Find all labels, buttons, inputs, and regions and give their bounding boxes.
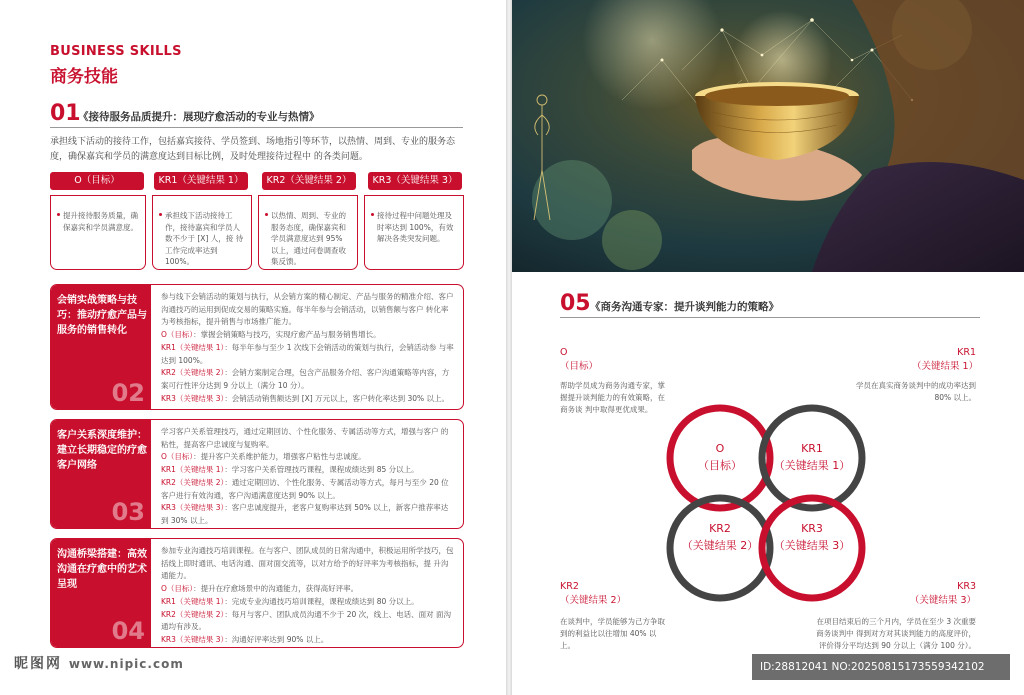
o-corner-desc: 帮助学员成为商务沟通专家，掌握提升谈判能力的有效策略，在商务谈 判中取得更优成果。 xyxy=(560,381,665,414)
kr3-corner-desc: 在项目结束后的三个月内，学员在至少 3 次重要商务谈判中 得到对方对其谈判能力的高度评价，评价得分平均达到 90 分以上（满分 100 分）。 xyxy=(816,617,976,650)
section-en-title: BUSINESS SKILLS xyxy=(50,44,182,59)
section1-number: 01 xyxy=(50,101,81,126)
kr1-corner-label: KR1 （关键结果 1） xyxy=(912,347,979,372)
watermark-logo: 昵图网 www.nipic.com xyxy=(14,656,184,672)
right-page xyxy=(512,0,1024,695)
okr-block-04 xyxy=(50,538,464,648)
block-side-panel xyxy=(51,285,151,409)
block-title: 沟通桥梁搭建：高效沟通在疗愈中的艺术呈现 xyxy=(57,549,147,590)
left-page xyxy=(0,0,506,695)
block-number: 03 xyxy=(111,498,145,526)
block-line: KR3（关键结果 3）：客户忠诚度提升，老客户复购率达到 50% 以上，新客户推荐率达到 30% 以上。 xyxy=(161,503,449,525)
tab-objective: O（目标） xyxy=(50,172,144,190)
o-corner-label: O （目标） xyxy=(560,347,599,372)
block-line: KR2（关键结果 2）：通过定期回访、个性化服务、专属活动等方式，每月与至少 20 位客户进行有效沟通，客户沟通满意度达到 90% 以上。 xyxy=(161,477,449,500)
block-desc: 学习客户关系管理技巧，通过定期回访、个性化服务、专属活动等方式，增强与客户 的粘性，提高客户忠诚度与复购率。 xyxy=(161,427,449,449)
block-title: 客户关系深度维护：建立长期稳定的疗愈客户网络 xyxy=(57,430,147,471)
okr-block-02 xyxy=(50,284,464,410)
kr3-corner-label: KR3 （关键结果 3） xyxy=(909,581,976,606)
block-side-panel xyxy=(51,539,151,647)
block-title: 会销实战策略与技巧：推动疗愈产品与服务的销售转化 xyxy=(57,295,147,336)
block-line: KR3（关键结果 3）：会销活动销售额达到 [X] 万元以上，客户转化率达到 30% 以上。 xyxy=(161,393,450,403)
kr2-corner-desc: 在谈判中，学员能够为己方争取到的利益比以往增加 40% 以上。 xyxy=(560,617,665,650)
block-line: KR2（关键结果 2）：会销方案制定合理，包含产品服务介绍、客户沟通策略等内容，方案可行性评分达到 9 分以上（满分 10 分）。 xyxy=(161,368,450,390)
okr-card-objective: 提升接待服务质量，确保嘉宾和学员满意度。 xyxy=(50,195,146,270)
section5-title: 《商务沟通专家：提升谈判能力的策略》 xyxy=(590,301,779,313)
venn-label-objective: O （目标） xyxy=(698,442,742,472)
block-number: 04 xyxy=(111,617,145,645)
section-cn-title: 商务技能 xyxy=(50,67,118,87)
section1-intro: 承担线下活动的接待工作，包括嘉宾接待、学员签到、场地指引等环节，以热情、周到、专业的服务态度，确保嘉宾和学员的满意度达到目标比例，及时处理接待过程中 的各类问题。 xyxy=(50,137,456,162)
okr-block-03 xyxy=(50,419,464,529)
okr-card-kr1: 承担线下活动接待工作，接待嘉宾和学员人数不少于 [X] 人，接 待工作完成率达到 100%。 xyxy=(152,195,252,270)
block-number: 02 xyxy=(111,379,145,407)
venn-label-kr1: KR1 （关键结果 1） xyxy=(773,442,851,472)
venn-label-kr3: KR3 （关键结果 3） xyxy=(773,522,851,552)
kr2-corner-label: KR2 （关键结果 2） xyxy=(560,581,627,606)
image-id-bar: ID:28812041 NO:20250815173559342102 xyxy=(752,654,1010,680)
section5-number: 05 xyxy=(560,291,591,316)
tab-kr2: KR2（关键结果 2） xyxy=(262,172,356,190)
section5-header xyxy=(560,292,980,318)
block-body xyxy=(161,426,455,528)
section1-title: 《接待服务品质提升：展现疗愈活动的专业与热情》 xyxy=(78,111,320,123)
block-line: KR1（关键结果 1）：学习客户关系管理技巧课程，课程成绩达到 85 分以上。 xyxy=(161,465,419,475)
block-line: KR3（关键结果 3）：沟通好评率达到 90% 以上。 xyxy=(161,634,329,644)
block-line: O（目标）：提升客户关系维护能力，增强客户粘性与忠诚度。 xyxy=(161,452,366,462)
block-body xyxy=(161,545,455,647)
tab-kr3: KR3（关键结果 3） xyxy=(368,172,462,190)
okr-card-kr2: 以热情、周到、专业的服务态度，确保嘉宾和学员满意度达到 95% 以上，通过问卷调查收集反馈。 xyxy=(258,195,358,270)
block-desc: 参加专业沟通技巧培训课程。在与客户、团队成员的日常沟通中，积极运用所学技巧，包括线上即时通讯、电话沟通、面对面交流等，以对方给予的好评率为考核指标，提 升沟通能力。 xyxy=(161,546,454,581)
block-line: O（目标）：提升在疗愈场景中的沟通能力，获得高好评率。 xyxy=(161,584,359,594)
tab-kr1: KR1（关键结果 1） xyxy=(154,172,248,190)
section1-header xyxy=(50,101,463,128)
block-side-panel xyxy=(51,420,151,528)
singing-bowl-photo xyxy=(512,0,1024,272)
block-line: KR1（关键结果 1）：完成专业沟通技巧培训课程，课程成绩达到 80 分以上。 xyxy=(161,596,419,606)
block-body xyxy=(161,291,455,405)
block-line: KR1（关键结果 1）：每半年参与至少 1 次线下会销活动的策划与执行，会销活动参 与率达到 100%。 xyxy=(161,342,454,365)
block-line: O（目标）：掌握会销策略与技巧，实现疗愈产品与服务销售增长。 xyxy=(161,330,381,340)
kr1-corner-desc: 学员在真实商务谈判中的成功率达到 80% 以上。 xyxy=(856,381,976,402)
okr-venn-diagram xyxy=(662,400,872,610)
block-line: KR2（关键结果 2）：每月与客户、团队成员沟通不少于 20 次，线上、电话、面对 面沟通均有涉及。 xyxy=(161,609,452,632)
block-desc: 参与线下会销活动的策划与执行，从会销方案的精心制定、产品与服务的精准介绍、客户沟通技巧的运用到促成交易的策略实施。每半年参与会销活动，以销售额与客户 转化率为考核指标，提升销售与市场推广能力。 xyxy=(161,292,454,327)
venn-label-kr2: KR2 （关键结果 2） xyxy=(681,522,759,552)
okr-card-kr3: 接待过程中问题处理及时率达到 100%，有效解决各类突发问题。 xyxy=(364,195,464,270)
